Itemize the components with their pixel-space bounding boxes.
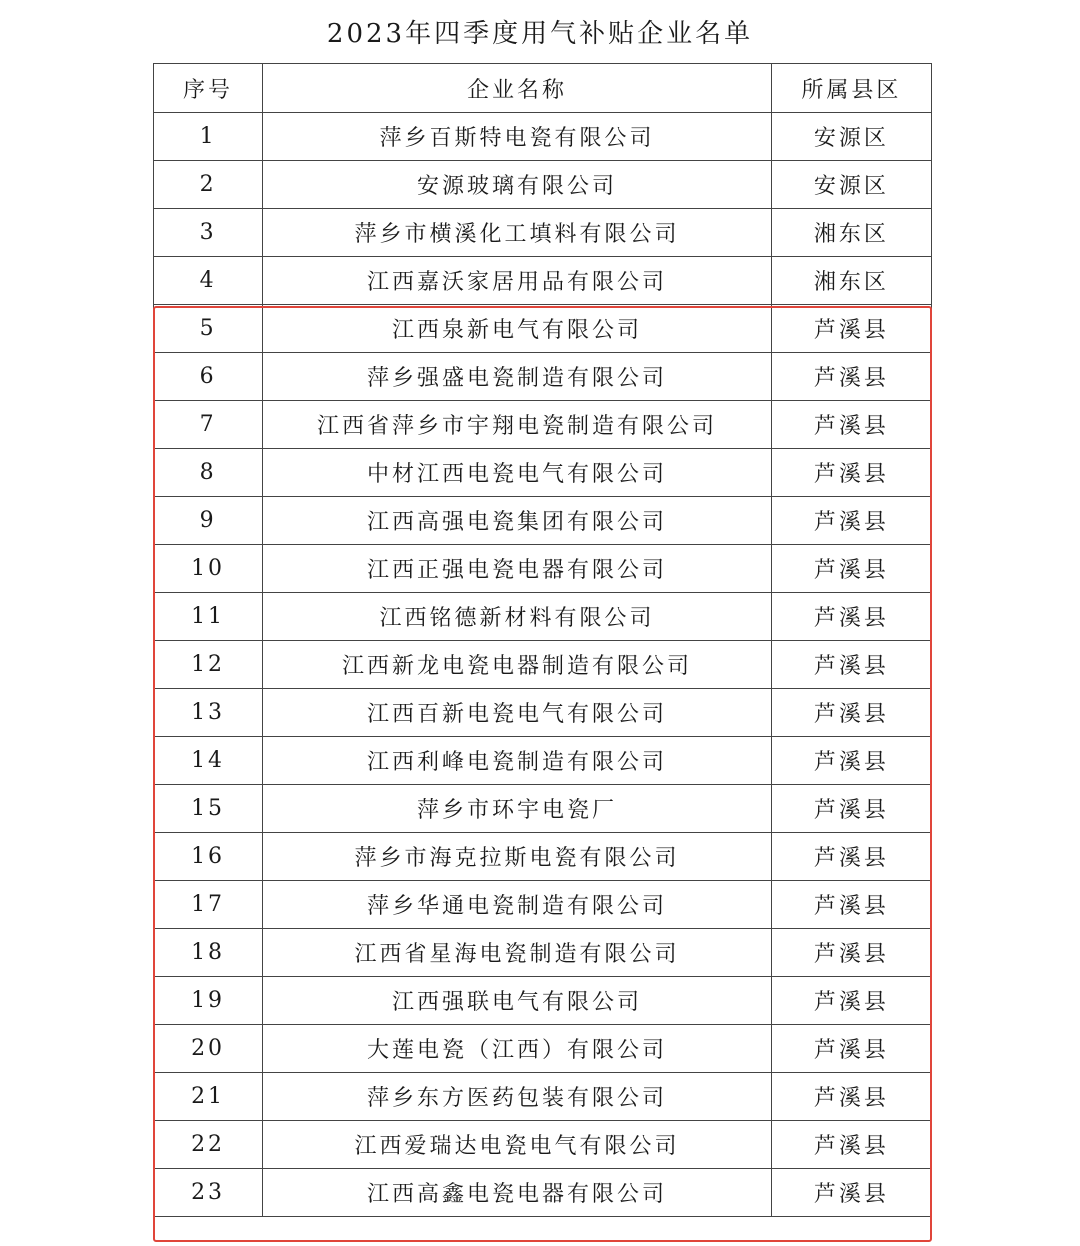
table-row [154, 881, 932, 929]
row-number: 8 [154, 449, 263, 497]
company-name: 萍乡市环宇电瓷厂 [263, 785, 772, 833]
district-name: 安源区 [771, 113, 931, 161]
company-name: 萍乡华通电瓷制造有限公司 [263, 881, 772, 929]
district-name: 芦溪县 [771, 449, 931, 497]
table-row [154, 833, 932, 881]
company-name: 江西正强电瓷电器有限公司 [263, 545, 772, 593]
company-name: 萍乡强盛电瓷制造有限公司 [263, 353, 772, 401]
district-name: 安源区 [771, 161, 931, 209]
company-name: 江西高强电瓷集团有限公司 [263, 497, 772, 545]
company-table [153, 63, 932, 1217]
company-name: 大莲电瓷（江西）有限公司 [263, 1025, 772, 1073]
district-name: 芦溪县 [771, 305, 931, 353]
company-name: 江西嘉沃家居用品有限公司 [263, 257, 772, 305]
district-name: 芦溪县 [771, 785, 931, 833]
table-body [154, 113, 932, 1217]
row-number: 3 [154, 209, 263, 257]
row-number: 23 [154, 1169, 263, 1217]
header-company-name: 企业名称 [263, 64, 772, 113]
table-row [154, 593, 932, 641]
district-name: 芦溪县 [771, 1073, 931, 1121]
row-number: 9 [154, 497, 263, 545]
company-name: 安源玻璃有限公司 [263, 161, 772, 209]
row-number: 19 [154, 977, 263, 1025]
table-row [154, 209, 932, 257]
row-number: 2 [154, 161, 263, 209]
table-row [154, 1073, 932, 1121]
row-number: 6 [154, 353, 263, 401]
table-row [154, 977, 932, 1025]
district-name: 芦溪县 [771, 1169, 931, 1217]
table-row [154, 1169, 932, 1217]
table-row [154, 161, 932, 209]
table-row [154, 113, 932, 161]
table-header-row [154, 64, 932, 113]
district-name: 芦溪县 [771, 497, 931, 545]
district-name: 芦溪县 [771, 881, 931, 929]
header-district: 所属县区 [771, 64, 931, 113]
row-number: 10 [154, 545, 263, 593]
table-row [154, 785, 932, 833]
company-name: 萍乡市海克拉斯电瓷有限公司 [263, 833, 772, 881]
company-name: 萍乡市横溪化工填料有限公司 [263, 209, 772, 257]
district-name: 芦溪县 [771, 1121, 931, 1169]
row-number: 15 [154, 785, 263, 833]
row-number: 17 [154, 881, 263, 929]
row-number: 18 [154, 929, 263, 977]
district-name: 芦溪县 [771, 929, 931, 977]
district-name: 湘东区 [771, 257, 931, 305]
row-number: 22 [154, 1121, 263, 1169]
table-row [154, 929, 932, 977]
row-number: 7 [154, 401, 263, 449]
row-number: 14 [154, 737, 263, 785]
district-name: 芦溪县 [771, 593, 931, 641]
table-row [154, 401, 932, 449]
district-name: 芦溪县 [771, 689, 931, 737]
company-name: 江西省萍乡市宇翔电瓷制造有限公司 [263, 401, 772, 449]
table-row [154, 449, 932, 497]
district-name: 芦溪县 [771, 353, 931, 401]
document-title: 2023年四季度用气补贴企业名单 [326, 19, 754, 49]
table-row [154, 689, 932, 737]
row-number: 21 [154, 1073, 263, 1121]
table-row [154, 1121, 932, 1169]
district-name: 芦溪县 [771, 545, 931, 593]
company-name: 江西爱瑞达电瓷电气有限公司 [263, 1121, 772, 1169]
district-name: 芦溪县 [771, 641, 931, 689]
company-name: 萍乡百斯特电瓷有限公司 [263, 113, 772, 161]
district-name: 湘东区 [771, 209, 931, 257]
company-name: 江西高鑫电瓷电器有限公司 [263, 1169, 772, 1217]
table-row [154, 353, 932, 401]
district-name: 芦溪县 [771, 833, 931, 881]
table-row [154, 641, 932, 689]
row-number: 12 [154, 641, 263, 689]
company-name: 萍乡东方医药包装有限公司 [263, 1073, 772, 1121]
district-name: 芦溪县 [771, 977, 931, 1025]
header-no: 序号 [154, 64, 263, 113]
row-number: 16 [154, 833, 263, 881]
company-name: 江西利峰电瓷制造有限公司 [263, 737, 772, 785]
row-number: 5 [154, 305, 263, 353]
row-number: 1 [154, 113, 263, 161]
company-name: 江西强联电气有限公司 [263, 977, 772, 1025]
table-row [154, 737, 932, 785]
table-row [154, 305, 932, 353]
table-row [154, 497, 932, 545]
company-name: 中材江西电瓷电气有限公司 [263, 449, 772, 497]
company-name: 江西泉新电气有限公司 [263, 305, 772, 353]
district-name: 芦溪县 [771, 1025, 931, 1073]
district-name: 芦溪县 [771, 737, 931, 785]
row-number: 11 [154, 593, 263, 641]
company-name: 江西新龙电瓷电器制造有限公司 [263, 641, 772, 689]
district-name: 芦溪县 [771, 401, 931, 449]
table-row [154, 257, 932, 305]
row-number: 20 [154, 1025, 263, 1073]
company-name: 江西铭德新材料有限公司 [263, 593, 772, 641]
company-name: 江西百新电瓷电气有限公司 [263, 689, 772, 737]
company-name: 江西省星海电瓷制造有限公司 [263, 929, 772, 977]
table-row [154, 1025, 932, 1073]
row-number: 4 [154, 257, 263, 305]
row-number: 13 [154, 689, 263, 737]
table-row [154, 545, 932, 593]
